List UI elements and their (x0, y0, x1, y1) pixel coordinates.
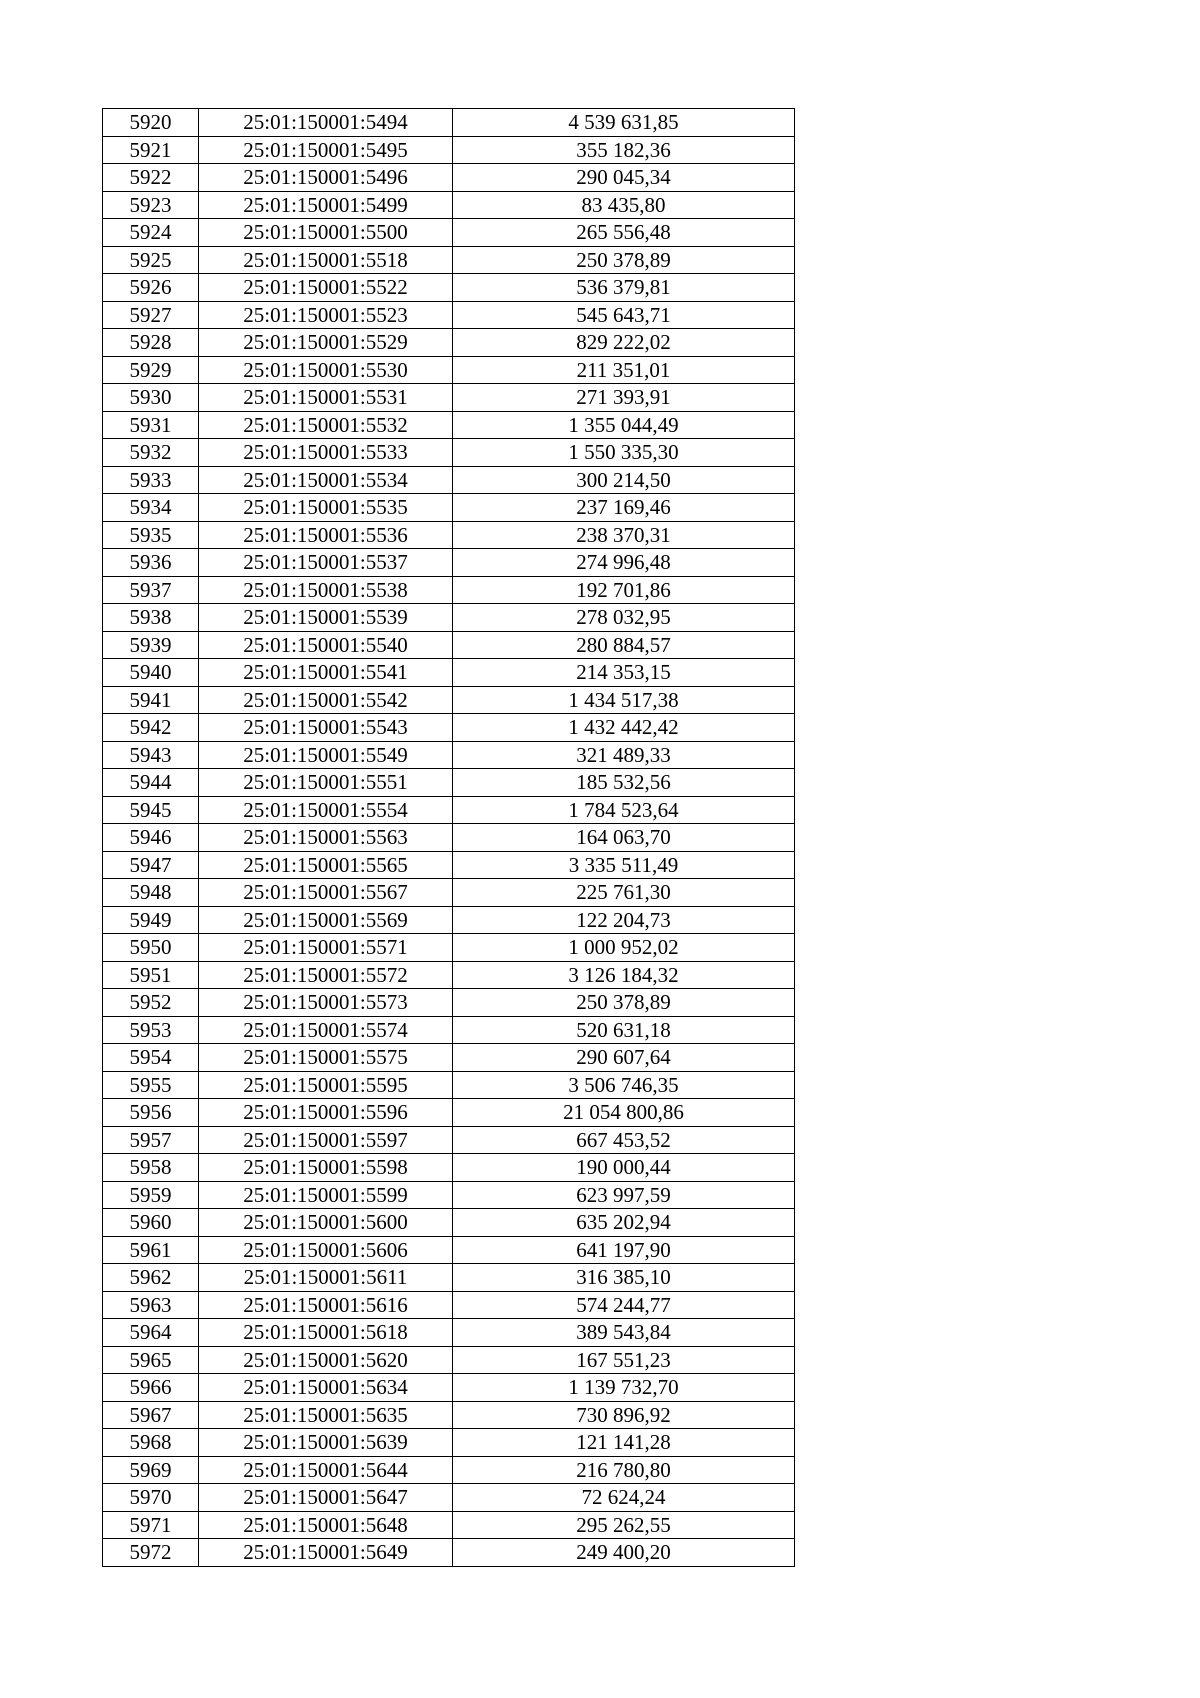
table-row (103, 1181, 795, 1209)
cadastral-number-cell: 25:01:150001:5572 (199, 961, 453, 989)
cadastral-number-cell: 25:01:150001:5600 (199, 1209, 453, 1237)
row-number-cell: 5966 (103, 1374, 199, 1402)
value-cell: 190 000,44 (453, 1154, 795, 1182)
cadastral-number-cell: 25:01:150001:5541 (199, 659, 453, 687)
value-cell: 623 997,59 (453, 1181, 795, 1209)
value-cell: 641 197,90 (453, 1236, 795, 1264)
table-row (103, 466, 795, 494)
value-cell: 3 506 746,35 (453, 1071, 795, 1099)
row-number-cell: 5930 (103, 384, 199, 412)
value-cell: 355 182,36 (453, 136, 795, 164)
row-number-cell: 5937 (103, 576, 199, 604)
row-number-cell: 5949 (103, 906, 199, 934)
table-row (103, 494, 795, 522)
value-cell: 520 631,18 (453, 1016, 795, 1044)
value-cell: 1 434 517,38 (453, 686, 795, 714)
cadastral-number-cell: 25:01:150001:5573 (199, 989, 453, 1017)
table-row (103, 384, 795, 412)
table-row (103, 824, 795, 852)
table-row (103, 411, 795, 439)
table-row (103, 109, 795, 137)
row-number-cell: 5940 (103, 659, 199, 687)
row-number-cell: 5960 (103, 1209, 199, 1237)
value-cell: 250 378,89 (453, 246, 795, 274)
table-row (103, 246, 795, 274)
value-cell: 389 543,84 (453, 1319, 795, 1347)
table-row (103, 1374, 795, 1402)
row-number-cell: 5935 (103, 521, 199, 549)
row-number-cell: 5946 (103, 824, 199, 852)
cadastral-number-cell: 25:01:150001:5543 (199, 714, 453, 742)
table-row (103, 274, 795, 302)
value-cell: 280 884,57 (453, 631, 795, 659)
cadastral-number-cell: 25:01:150001:5549 (199, 741, 453, 769)
row-number-cell: 5958 (103, 1154, 199, 1182)
cadastral-number-cell: 25:01:150001:5571 (199, 934, 453, 962)
row-number-cell: 5926 (103, 274, 199, 302)
value-cell: 225 761,30 (453, 879, 795, 907)
row-number-cell: 5943 (103, 741, 199, 769)
cadastral-number-cell: 25:01:150001:5518 (199, 246, 453, 274)
value-cell: 271 393,91 (453, 384, 795, 412)
value-cell: 4 539 631,85 (453, 109, 795, 137)
cadastral-number-cell: 25:01:150001:5499 (199, 191, 453, 219)
cadastral-number-cell: 25:01:150001:5563 (199, 824, 453, 852)
value-cell: 121 141,28 (453, 1429, 795, 1457)
table-row (103, 439, 795, 467)
row-number-cell: 5971 (103, 1511, 199, 1539)
row-number-cell: 5950 (103, 934, 199, 962)
cadastral-number-cell: 25:01:150001:5535 (199, 494, 453, 522)
cadastral-number-cell: 25:01:150001:5569 (199, 906, 453, 934)
row-number-cell: 5969 (103, 1456, 199, 1484)
table-row (103, 961, 795, 989)
row-number-cell: 5921 (103, 136, 199, 164)
value-cell: 167 551,23 (453, 1346, 795, 1374)
row-number-cell: 5941 (103, 686, 199, 714)
value-cell: 122 204,73 (453, 906, 795, 934)
table-row (103, 879, 795, 907)
value-cell: 21 054 800,86 (453, 1099, 795, 1127)
table-row (103, 769, 795, 797)
table-row (103, 1401, 795, 1429)
cadastral-number-cell: 25:01:150001:5542 (199, 686, 453, 714)
value-cell: 730 896,92 (453, 1401, 795, 1429)
table-row (103, 1539, 795, 1567)
cadastral-number-cell: 25:01:150001:5648 (199, 1511, 453, 1539)
row-number-cell: 5953 (103, 1016, 199, 1044)
row-number-cell: 5962 (103, 1264, 199, 1292)
row-number-cell: 5945 (103, 796, 199, 824)
cadastral-number-cell: 25:01:150001:5649 (199, 1539, 453, 1567)
cadastral-number-cell: 25:01:150001:5531 (199, 384, 453, 412)
table-row (103, 1346, 795, 1374)
cadastral-number-cell: 25:01:150001:5523 (199, 301, 453, 329)
table-row (103, 631, 795, 659)
cadastral-number-cell: 25:01:150001:5595 (199, 1071, 453, 1099)
cadastral-number-cell: 25:01:150001:5554 (199, 796, 453, 824)
value-cell: 321 489,33 (453, 741, 795, 769)
value-cell: 290 045,34 (453, 164, 795, 192)
value-cell: 1 000 952,02 (453, 934, 795, 962)
row-number-cell: 5923 (103, 191, 199, 219)
row-number-cell: 5951 (103, 961, 199, 989)
value-cell: 250 378,89 (453, 989, 795, 1017)
value-cell: 211 351,01 (453, 356, 795, 384)
value-cell: 274 996,48 (453, 549, 795, 577)
table-row (103, 1429, 795, 1457)
cadastral-number-cell: 25:01:150001:5616 (199, 1291, 453, 1319)
value-cell: 1 355 044,49 (453, 411, 795, 439)
row-number-cell: 5964 (103, 1319, 199, 1347)
table-row (103, 164, 795, 192)
table-row (103, 521, 795, 549)
value-cell: 265 556,48 (453, 219, 795, 247)
row-number-cell: 5925 (103, 246, 199, 274)
row-number-cell: 5972 (103, 1539, 199, 1567)
value-cell: 72 624,24 (453, 1484, 795, 1512)
row-number-cell: 5931 (103, 411, 199, 439)
cadastral-number-cell: 25:01:150001:5575 (199, 1044, 453, 1072)
cadastral-number-cell: 25:01:150001:5567 (199, 879, 453, 907)
row-number-cell: 5959 (103, 1181, 199, 1209)
row-number-cell: 5932 (103, 439, 199, 467)
row-number-cell: 5957 (103, 1126, 199, 1154)
value-cell: 295 262,55 (453, 1511, 795, 1539)
row-number-cell: 5963 (103, 1291, 199, 1319)
cadastral-number-cell: 25:01:150001:5597 (199, 1126, 453, 1154)
table-row (103, 356, 795, 384)
row-number-cell: 5944 (103, 769, 199, 797)
value-cell: 290 607,64 (453, 1044, 795, 1072)
cadastral-number-cell: 25:01:150001:5496 (199, 164, 453, 192)
row-number-cell: 5965 (103, 1346, 199, 1374)
cadastral-number-cell: 25:01:150001:5596 (199, 1099, 453, 1127)
table-row (103, 576, 795, 604)
row-number-cell: 5948 (103, 879, 199, 907)
value-cell: 667 453,52 (453, 1126, 795, 1154)
row-number-cell: 5927 (103, 301, 199, 329)
cadastral-number-cell: 25:01:150001:5539 (199, 604, 453, 632)
row-number-cell: 5968 (103, 1429, 199, 1457)
value-cell: 214 353,15 (453, 659, 795, 687)
value-cell: 1 784 523,64 (453, 796, 795, 824)
value-cell: 316 385,10 (453, 1264, 795, 1292)
row-number-cell: 5928 (103, 329, 199, 357)
table-row (103, 659, 795, 687)
cadastral-number-cell: 25:01:150001:5494 (199, 109, 453, 137)
table-row (103, 219, 795, 247)
cadastral-number-cell: 25:01:150001:5635 (199, 1401, 453, 1429)
cadastral-number-cell: 25:01:150001:5551 (199, 769, 453, 797)
value-cell: 3 126 184,32 (453, 961, 795, 989)
row-number-cell: 5956 (103, 1099, 199, 1127)
cadastral-number-cell: 25:01:150001:5533 (199, 439, 453, 467)
cadastral-number-cell: 25:01:150001:5532 (199, 411, 453, 439)
row-number-cell: 5929 (103, 356, 199, 384)
cadastral-number-cell: 25:01:150001:5536 (199, 521, 453, 549)
cadastral-number-cell: 25:01:150001:5611 (199, 1264, 453, 1292)
cadastral-number-cell: 25:01:150001:5620 (199, 1346, 453, 1374)
value-cell: 829 222,02 (453, 329, 795, 357)
table-row (103, 1071, 795, 1099)
row-number-cell: 5967 (103, 1401, 199, 1429)
value-cell: 3 335 511,49 (453, 851, 795, 879)
table-row (103, 686, 795, 714)
cadastral-number-cell: 25:01:150001:5495 (199, 136, 453, 164)
cadastral-number-cell: 25:01:150001:5522 (199, 274, 453, 302)
table-row (103, 1126, 795, 1154)
row-number-cell: 5939 (103, 631, 199, 659)
cadastral-number-cell: 25:01:150001:5598 (199, 1154, 453, 1182)
table-row (103, 1236, 795, 1264)
row-number-cell: 5947 (103, 851, 199, 879)
value-cell: 1 550 335,30 (453, 439, 795, 467)
value-cell: 238 370,31 (453, 521, 795, 549)
row-number-cell: 5934 (103, 494, 199, 522)
table-row (103, 301, 795, 329)
row-number-cell: 5961 (103, 1236, 199, 1264)
table-row (103, 1456, 795, 1484)
cadastral-number-cell: 25:01:150001:5599 (199, 1181, 453, 1209)
value-cell: 192 701,86 (453, 576, 795, 604)
table-row (103, 1511, 795, 1539)
table-row (103, 1319, 795, 1347)
value-cell: 1 139 732,70 (453, 1374, 795, 1402)
value-cell: 164 063,70 (453, 824, 795, 852)
table-row (103, 796, 795, 824)
value-cell: 83 435,80 (453, 191, 795, 219)
value-cell: 237 169,46 (453, 494, 795, 522)
value-cell: 300 214,50 (453, 466, 795, 494)
value-cell: 185 532,56 (453, 769, 795, 797)
table-row (103, 714, 795, 742)
row-number-cell: 5933 (103, 466, 199, 494)
value-cell: 536 379,81 (453, 274, 795, 302)
cadastral-number-cell: 25:01:150001:5634 (199, 1374, 453, 1402)
row-number-cell: 5922 (103, 164, 199, 192)
table-row (103, 934, 795, 962)
table-row (103, 906, 795, 934)
cadastral-number-cell: 25:01:150001:5538 (199, 576, 453, 604)
cadastral-number-cell: 25:01:150001:5534 (199, 466, 453, 494)
cadastral-number-cell: 25:01:150001:5644 (199, 1456, 453, 1484)
cadastral-number-cell: 25:01:150001:5529 (199, 329, 453, 357)
cadastral-number-cell: 25:01:150001:5540 (199, 631, 453, 659)
row-number-cell: 5924 (103, 219, 199, 247)
table-body (103, 109, 795, 1567)
row-number-cell: 5955 (103, 1071, 199, 1099)
cadastral-number-cell: 25:01:150001:5639 (199, 1429, 453, 1457)
table-row (103, 1264, 795, 1292)
table-row (103, 604, 795, 632)
value-cell: 574 244,77 (453, 1291, 795, 1319)
cadastral-number-cell: 25:01:150001:5500 (199, 219, 453, 247)
table-row (103, 1099, 795, 1127)
table-row (103, 741, 795, 769)
table-row (103, 851, 795, 879)
table-row (103, 329, 795, 357)
value-cell: 545 643,71 (453, 301, 795, 329)
cadastral-number-cell: 25:01:150001:5565 (199, 851, 453, 879)
table-row (103, 1016, 795, 1044)
table-row (103, 1044, 795, 1072)
value-cell: 216 780,80 (453, 1456, 795, 1484)
value-cell: 1 432 442,42 (453, 714, 795, 742)
row-number-cell: 5952 (103, 989, 199, 1017)
row-number-cell: 5938 (103, 604, 199, 632)
cadastral-value-table (102, 108, 795, 1567)
table-row (103, 1291, 795, 1319)
table-row (103, 549, 795, 577)
value-cell: 635 202,94 (453, 1209, 795, 1237)
row-number-cell: 5920 (103, 109, 199, 137)
row-number-cell: 5954 (103, 1044, 199, 1072)
table-row (103, 136, 795, 164)
table-row (103, 191, 795, 219)
table-row (103, 1154, 795, 1182)
cadastral-number-cell: 25:01:150001:5574 (199, 1016, 453, 1044)
cadastral-number-cell: 25:01:150001:5606 (199, 1236, 453, 1264)
cadastral-number-cell: 25:01:150001:5618 (199, 1319, 453, 1347)
cadastral-number-cell: 25:01:150001:5530 (199, 356, 453, 384)
value-cell: 249 400,20 (453, 1539, 795, 1567)
row-number-cell: 5970 (103, 1484, 199, 1512)
table-row (103, 1209, 795, 1237)
cadastral-number-cell: 25:01:150001:5537 (199, 549, 453, 577)
row-number-cell: 5936 (103, 549, 199, 577)
cadastral-number-cell: 25:01:150001:5647 (199, 1484, 453, 1512)
table-row (103, 1484, 795, 1512)
table-row (103, 989, 795, 1017)
value-cell: 278 032,95 (453, 604, 795, 632)
row-number-cell: 5942 (103, 714, 199, 742)
